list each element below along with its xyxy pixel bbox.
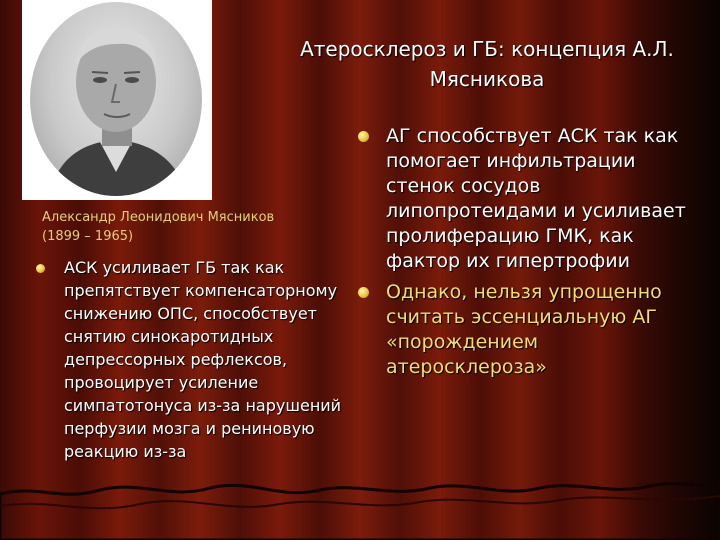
portrait-image (30, 2, 202, 196)
bullet-icon (36, 264, 45, 273)
portrait-oval (30, 2, 202, 196)
bullet-text: АГ способствует АСК так как помогает инфильтрации стенок сосудов липопротеидами и усиливает пролиферацию ГМК, как фактор их гипертрофии (386, 125, 686, 272)
slide-title: Атеросклероз и ГБ: концепция А.Л. Мясникова (300, 37, 674, 91)
photo-caption: Александр Леонидович Мясников (1899 – 1965) (42, 210, 275, 244)
bullet-text: Однако, нельзя упрощенно считать эссенциальную АГ «порождением атеросклероза» (386, 281, 662, 378)
portrait-photo (22, 0, 212, 200)
left-bullet-list (36, 256, 346, 463)
list-item (36, 256, 346, 463)
curtain-edge-decoration (0, 476, 720, 540)
bullet-icon (358, 131, 369, 142)
bullet-text: АСК усиливает ГБ так как препятствует компенсаторному снижению ОПС, способствует снятию синокаротидных депрессорных рефлексов, провоцирует усиление симпатотонуса из-за нарушений перфузии мозга и рениновую реакцию из-за (64, 258, 342, 461)
right-bullet-list (358, 124, 703, 386)
bullet-icon (358, 287, 369, 298)
list-item (358, 124, 703, 274)
list-item (358, 280, 703, 380)
